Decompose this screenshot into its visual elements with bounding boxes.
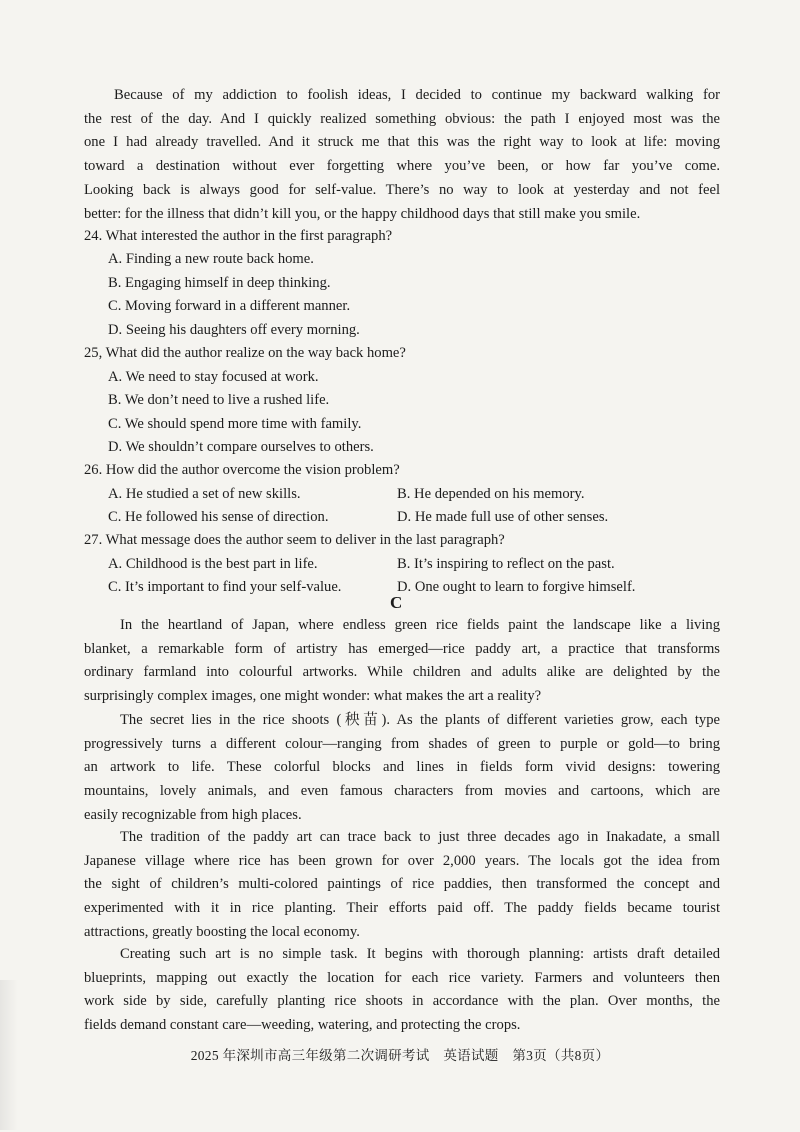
paragraph-line: surprisingly complex images, one might wonder: what makes the art a reality? [84, 688, 542, 705]
question-26-option-d[interactable]: D. He made full use of other senses. [397, 509, 609, 525]
paragraph-line: toward a destination without ever forgetting where you’ve been, or how far you’ve come. [84, 158, 720, 175]
paragraph-line: attractions, greatly boosting the local economy. [84, 923, 360, 940]
question-27-option-b[interactable]: B. It’s inspiring to reflect on the past. [397, 556, 615, 572]
paragraph-line: blueprints, mapping out exactly the location for each rice variety. Farmers and volunteers then [84, 969, 720, 986]
passage-b-final-paragraph [84, 84, 720, 226]
question-25-option-b[interactable]: B. We don’t need to live a rushed life. [108, 392, 330, 408]
paragraph-line: one I had already travelled. And it struck me that this was the right way to look at life: moving [84, 134, 720, 151]
paragraph-line: Japanese village where rice has been grown for over 2,000 years. The locals got the idea from [84, 852, 720, 869]
question-27-option-a[interactable]: A. Childhood is the best part in life. [108, 556, 318, 572]
question-24-option-d[interactable]: D. Seeing his daughters off every morning. [108, 322, 360, 338]
question-24-option-c[interactable]: C. Moving forward in a different manner. [108, 298, 351, 314]
paragraph-line: Creating such art is no simple task. It begins with thorough planning: artists draft detailed [120, 946, 720, 962]
paragraph-line: experimented with it in rice planting. Their efforts paid off. The paddy fields became tourist [84, 900, 720, 917]
question-26-option-c[interactable]: C. He followed his sense of direction. [108, 509, 329, 525]
section-c-paragraph-2 [84, 709, 720, 828]
question-24-option-a[interactable]: A. Finding a new route back home. [108, 251, 314, 267]
section-c-paragraph-3 [84, 826, 720, 945]
paragraph-line: The tradition of the paddy art can trace back to just three decades ago in Inakadate, a small [120, 829, 720, 845]
paragraph-line: better: for the illness that didn’t kill you, or the happy childhood days that still make you smile. [84, 205, 641, 222]
paragraph-line: fields demand constant care—weeding, watering, and protecting the crops. [84, 1017, 521, 1034]
question-25-stem: 25, What did the author realize on the way back home? [84, 345, 406, 361]
paragraph-line: mountains, lovely animals, and even famous characters from movies and cartoons, which are [84, 783, 720, 800]
question-26-option-a[interactable]: A. He studied a set of new skills. [108, 486, 301, 502]
paragraph-line: the sight of children’s multi-colored paintings of rice paddies, then transformed the concept and [84, 876, 720, 893]
paragraph-line: The secret lies in the rice shoots (秧苗). As the plants of different varieties grow, each type [120, 712, 720, 728]
paragraph-line: an artwork to life. These colorful blocks and lines in fields form vivid designs: towering [84, 759, 720, 776]
paragraph-line: ordinary farmland into colourful artworks. While children and adults alike are delighted by the [84, 664, 720, 681]
paragraph-line: Looking back is always good for self-value. There’s no way to look at yesterday and not feel [84, 181, 720, 198]
paragraph-line: Because of my addiction to foolish ideas, I decided to continue my backward walking for [114, 87, 720, 103]
section-c-heading: C [390, 593, 403, 612]
section-c-paragraph-4 [84, 943, 720, 1038]
scan-edge-shadow [0, 980, 18, 1130]
question-25-option-d[interactable]: D. We shouldn’t compare ourselves to others. [108, 439, 374, 455]
question-25-option-a[interactable]: A. We need to stay focused at work. [108, 369, 319, 385]
paragraph-line: work side by side, carefully planting rice shoots in accordance with the plan. Over months, the [84, 993, 720, 1010]
question-27-option-d[interactable]: D. One ought to learn to forgive himself. [397, 579, 636, 595]
question-26-stem: 26. How did the author overcome the vision problem? [84, 462, 400, 478]
paragraph-line: progressively turns a different colour—ranging from shades of green to purple or gold—to bring [84, 735, 720, 752]
section-c-paragraph-1 [84, 614, 720, 709]
question-26-option-b[interactable]: B. He depended on his memory. [397, 486, 585, 502]
question-24-stem: 24. What interested the author in the first paragraph? [84, 228, 393, 244]
question-25-option-c[interactable]: C. We should spend more time with family. [108, 416, 362, 432]
paragraph-line: In the heartland of Japan, where endless green rice fields paint the landscape like a living [120, 617, 720, 633]
paragraph-line: blanket, a remarkable form of artistry has emerged—rice paddy art, a practice that transforms [84, 640, 720, 657]
paragraph-line: the rest of the day. And I quickly realized something obvious: the path I enjoyed most was the [84, 110, 720, 127]
paragraph-line: easily recognizable from high places. [84, 806, 302, 823]
question-24-option-b[interactable]: B. Engaging himself in deep thinking. [108, 275, 331, 291]
question-27-option-c[interactable]: C. It’s important to find your self-value. [108, 579, 342, 595]
question-27-stem: 27. What message does the author seem to deliver in the last paragraph? [84, 532, 505, 548]
page-footer: 2025 年深圳市高三年级第二次调研考试 英语试题 第3页（共8页） [190, 1048, 610, 1063]
